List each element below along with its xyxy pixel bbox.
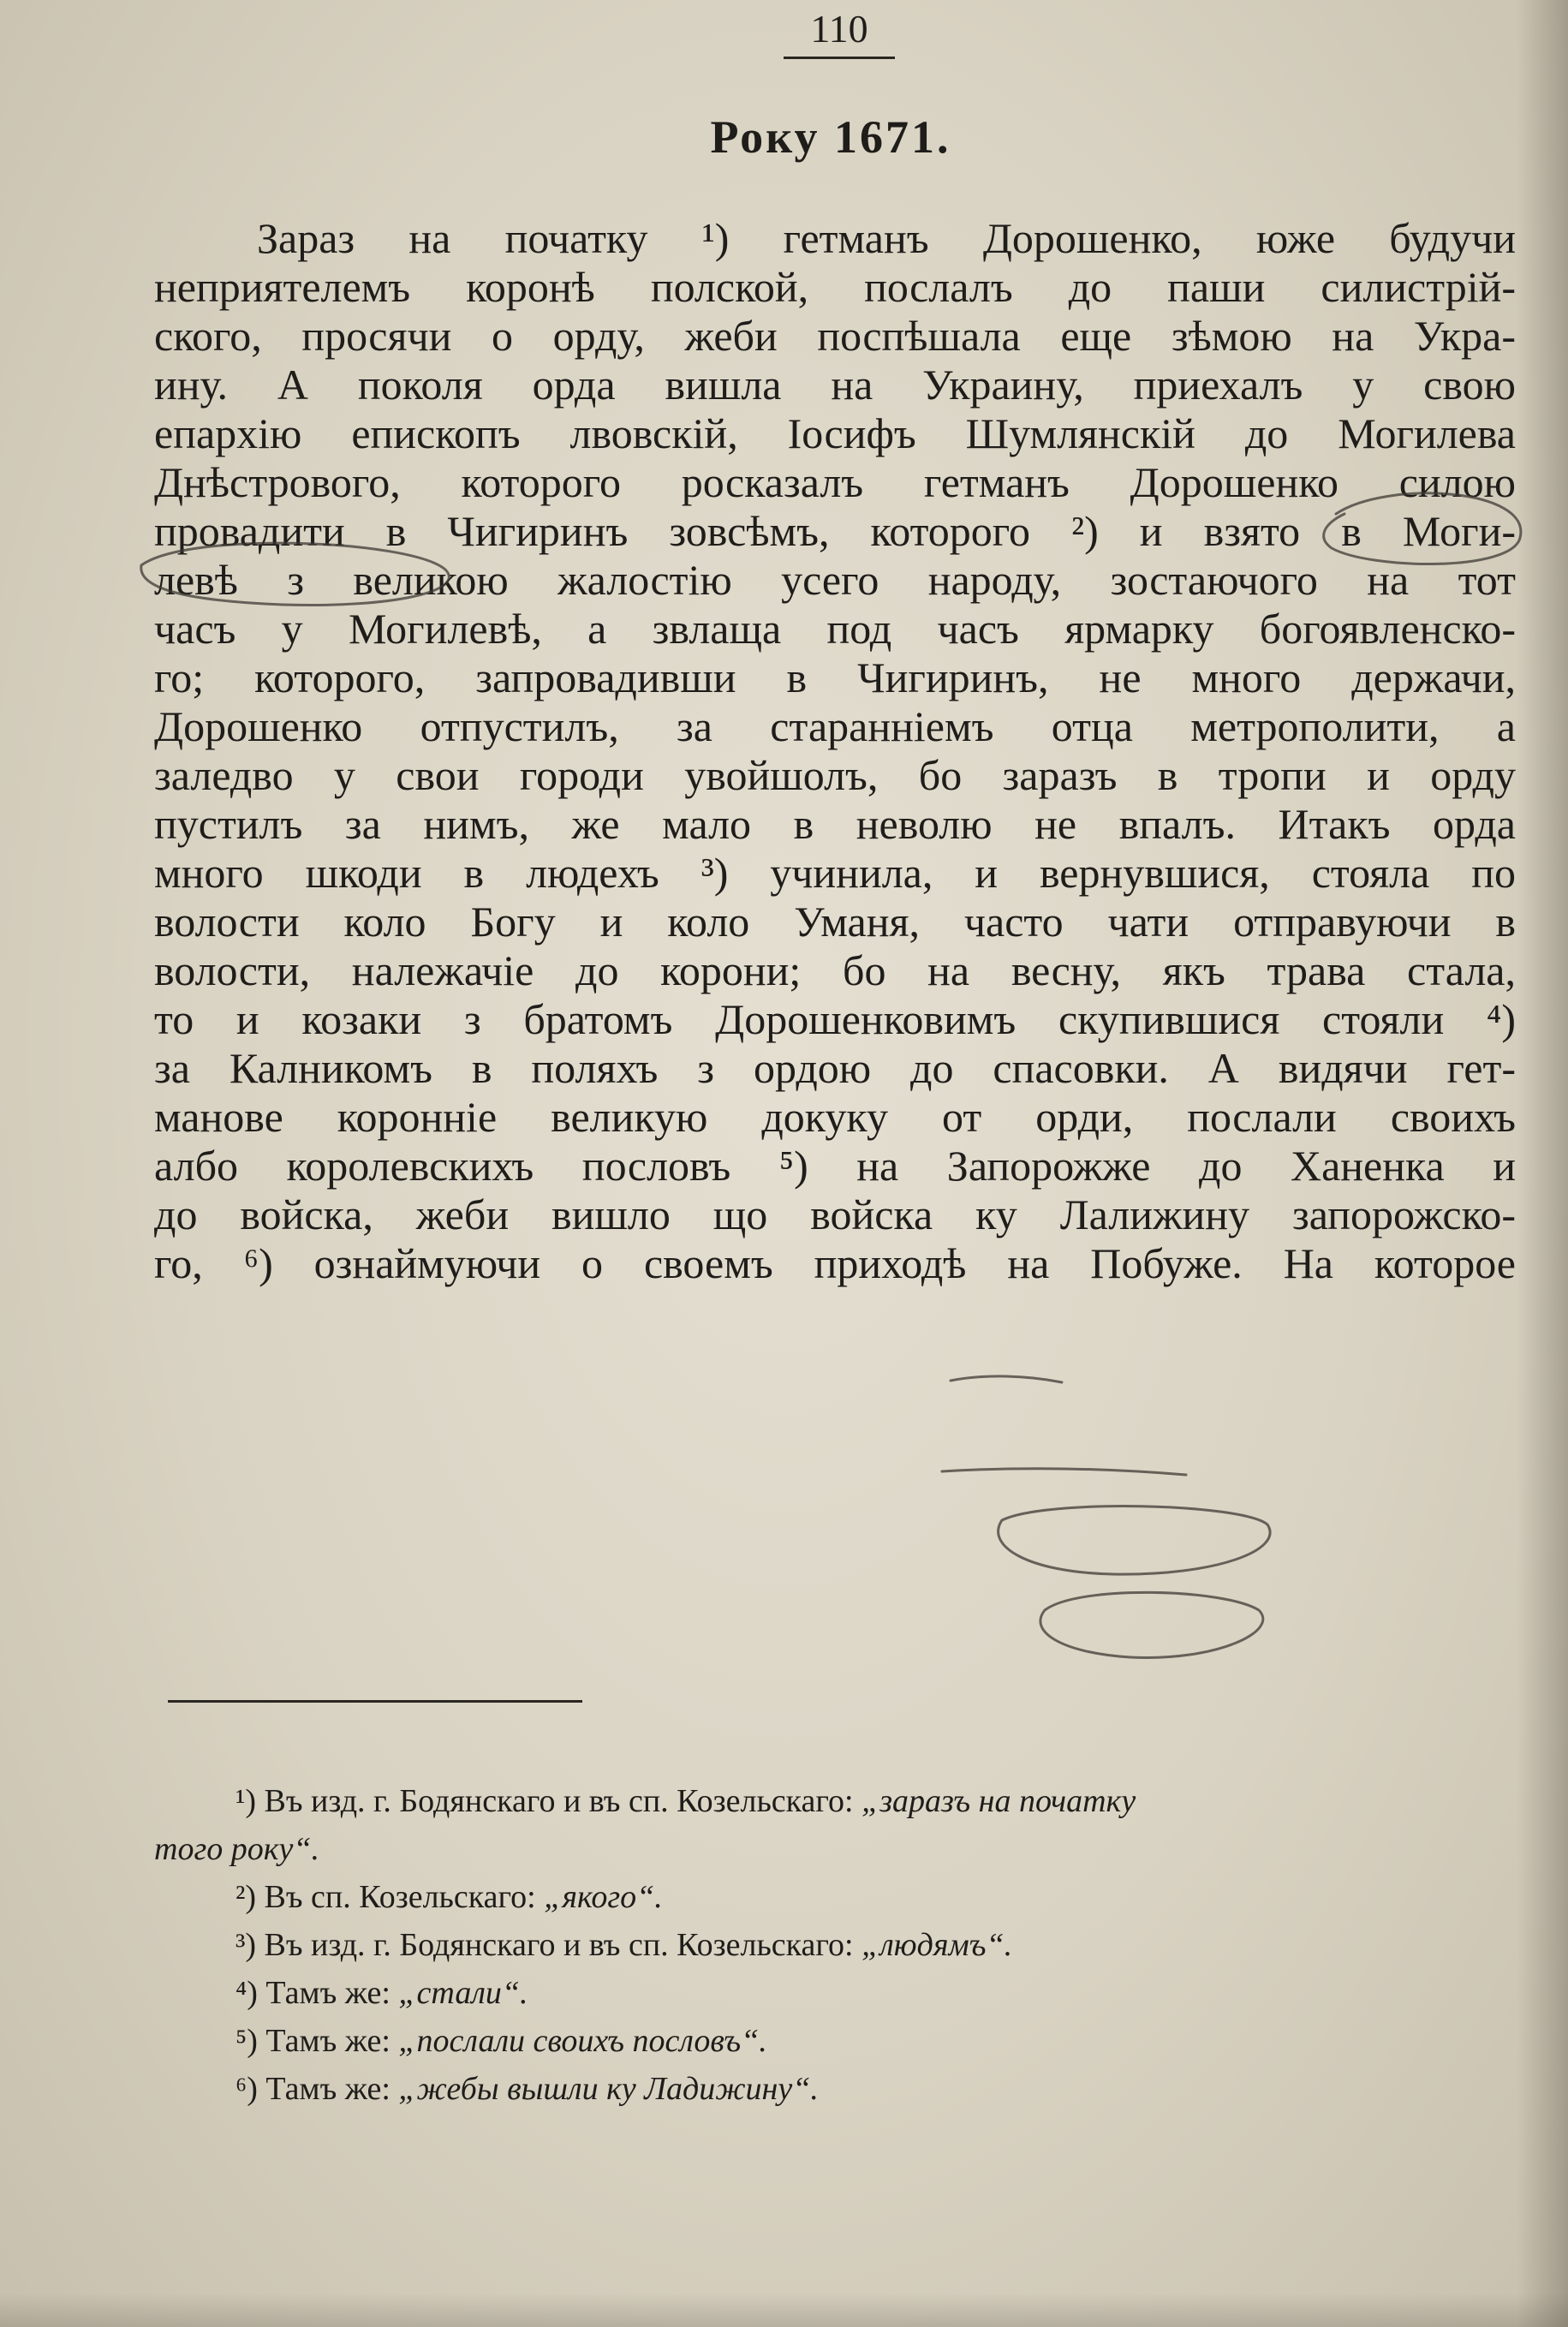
- page-shadow-right: [1517, 0, 1568, 2327]
- text-line: албо королевскихъ пословъ ⁵) на Запорожже до Ханенка и: [154, 1142, 1516, 1190]
- footnote-mark: ³): [235, 1927, 257, 1963]
- page-shadow-bottom: [0, 2293, 1568, 2327]
- footnote: [154, 1921, 1516, 1969]
- text-line: епархію епископъ лвовскій, Іосифъ Шумлянскій до Могилева: [154, 409, 1516, 457]
- text-line: неприятелемъ коронѣ полской, послалъ до паши силистрій-: [154, 263, 1516, 311]
- footnote-quote: „людямъ“.: [862, 1927, 1013, 1963]
- footnote-quote: „стали“.: [398, 1975, 528, 2011]
- text-line: Днѣстрового, которого росказалъ гетманъ Дорошенко силою: [154, 458, 1516, 506]
- footnote-quote: „послали своихъ пословъ“.: [398, 2023, 767, 2059]
- text-line: часъ у Могилевѣ, а звлаща под часъ ярмарку богоявленско-: [154, 605, 1516, 653]
- section-heading: Року 1671.: [710, 111, 951, 163]
- pencil-oval-lalizhinu: [999, 1507, 1270, 1575]
- footnote: [154, 1873, 1516, 1921]
- text-line: го; которого, запровадивши в Чигиринъ, не много держачи,: [154, 653, 1516, 701]
- text-line: заледво у свои городи увойшолъ, бо заразъ в тропи и орду: [154, 751, 1516, 799]
- footnote: [154, 1777, 1516, 1825]
- footnote: [154, 2065, 1516, 2113]
- text-line: левѣ з великою жалостію усего народу, зостаючого на тот: [154, 556, 1516, 604]
- footnote-quote: „жебы вышли ку Ладижину“.: [398, 2071, 819, 2107]
- text-line: то и козаки з братомъ Дорошенковимъ скупившися стояли ⁴): [154, 995, 1516, 1043]
- footnote-text: Тамъ же:: [265, 1975, 399, 2011]
- body-text: [154, 214, 1516, 1288]
- footnote-text: Въ изд. г. Бодянскаго и въ сп. Козельскаго:: [264, 1783, 862, 1819]
- pencil-underline-zaporozhzhe: [942, 1469, 1186, 1475]
- footnote-mark: ⁴): [235, 1975, 258, 2011]
- footnote-text: Тамъ же:: [265, 2071, 399, 2107]
- text-line: за Калникомъ в поляхъ з ордою до спасовки. А видячи гет-: [154, 1044, 1516, 1092]
- text-line: ину. А поколя орда вишла на Украину, приехалъ у свою: [154, 361, 1516, 409]
- text-line: Дорошенко отпустилъ, за старанніемъ отца метрополити, а: [154, 702, 1516, 750]
- pencil-underline-ordi: [951, 1376, 1062, 1382]
- footnote: [154, 2017, 1516, 2065]
- footnote-text: Тамъ же:: [265, 2023, 399, 2059]
- footnote-text: Въ сп. Козельскаго:: [264, 1879, 545, 1915]
- footnote-mark: ⁶): [235, 2071, 258, 2107]
- text-line: Зараз на початку ¹) гетманъ Дорошенко, юже будучи: [257, 214, 1516, 262]
- text-line: ского, просячи о орду, жеби поспѣшала еще зѣмою на Укра-: [154, 312, 1516, 360]
- footnote-quote: „якого“.: [544, 1879, 663, 1915]
- footnote-mark: ⁵): [235, 2023, 258, 2059]
- text-line: го, ⁶) ознаймуючи о своемъ приходѣ на Побуже. На которое: [154, 1239, 1516, 1287]
- text-line: манове коронніе великую докуку от орди, послали своихъ: [154, 1093, 1516, 1141]
- page-number: 110: [784, 5, 895, 59]
- footnote-quote: „заразъ на початку: [862, 1783, 1136, 1819]
- footnotes: [154, 1777, 1516, 2113]
- text-line: пустилъ за нимъ, же мало в неволю не впалъ. Итакъ орда: [154, 800, 1516, 848]
- footnote: [154, 1969, 1516, 2017]
- footnote-continuation: того року“.: [154, 1831, 320, 1867]
- text-line: много шкоди в людехъ ³) учинила, и вернувшися, стояла по: [154, 849, 1516, 897]
- text-line: провадити в Чигиринъ зовсѣмъ, которого ²) и взято в Моги-: [154, 507, 1516, 555]
- text-line: волости, належачіе до корони; бо на весну, якъ трава стала,: [154, 946, 1516, 994]
- text-line: до войска, жеби вишло що войска ку Лалижину запорожско-: [154, 1190, 1516, 1238]
- pencil-oval-pobuzhe: [1040, 1592, 1263, 1657]
- text-line: волости коло Богу и коло Уманя, часто чати отправуючи в: [154, 898, 1516, 946]
- footnote-mark: ²): [235, 1879, 257, 1915]
- footnote-separator: [168, 1700, 582, 1703]
- footnote-mark: ¹): [235, 1783, 257, 1819]
- footnote-text: Въ изд. г. Бодянскаго и въ сп. Козельскаго:: [264, 1927, 862, 1963]
